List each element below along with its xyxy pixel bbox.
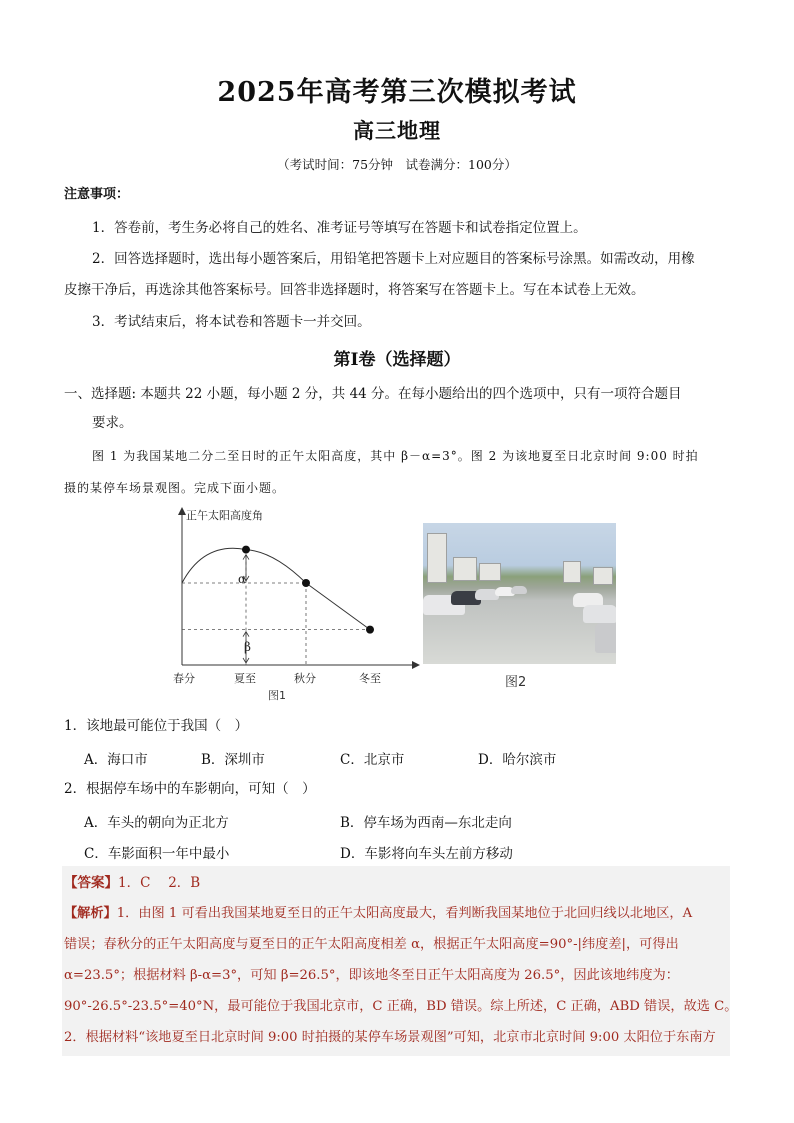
question-1-option-b[interactable]: B．深圳市 [201, 752, 265, 768]
parking-lot-photo [423, 523, 616, 664]
notice-item-1: 1．答卷前，考生务必将自己的姓名、准考证号等填写在答题卡和试卷指定位置上。 [92, 220, 587, 236]
y-axis-label: 正午太阳高度角 [186, 509, 263, 522]
series-line [306, 583, 370, 630]
material-line-1: 图 1 为我国某地二分二至日时的正午太阳高度，其中 β－α=3°。图 2 为该地夏至日北京时间 9:00 时拍 [92, 449, 699, 463]
question-2-option-c[interactable]: C．车影面积一年中最小 [84, 846, 230, 862]
answer-label: 【答案】 [64, 875, 118, 891]
section-intro-a: 一、选择题: 本题共 22 小题，每小题 2 分，共 44 分。在每小题给出的四个选项中，只有一项符合题目 [64, 386, 682, 402]
x-tick-label: 秋分 [294, 672, 316, 685]
alpha-label: α [238, 572, 247, 586]
building [479, 563, 501, 581]
analysis-line-1 [64, 904, 692, 924]
building [427, 533, 447, 583]
question-2-option-d[interactable]: D．车影将向车头左前方移动 [340, 846, 513, 862]
exam-meta: （考试时间：75分钟 试卷满分：100分） [277, 157, 517, 172]
question-2-option-b[interactable]: B．停车场为西南—东北走向 [340, 815, 512, 831]
parked-car [511, 586, 527, 594]
answer-line [64, 873, 200, 893]
notice-item-3: 3．考试结束后，将本试卷和答题卡一并交回。 [92, 314, 371, 330]
figure2-caption: 图2 [505, 675, 527, 690]
analysis-line-5: 2．根据材料“该地夏至日北京时间 9:00 时拍摄的某停车场景观图”可知，北京市北京时间 9:00 太阳位于东南方 [64, 1030, 716, 1045]
answer-text: 1．C 2．B [118, 875, 201, 891]
analysis-line-4: 90°-26.5°-23.5°=40°N，最可能位于我国北京市，C 正确，BD 错误。综上所述，C 正确，ABD 错误，故选 C。 [64, 999, 738, 1014]
building [593, 567, 613, 585]
question-1-stem: 1．该地最可能位于我国（ ） [64, 718, 249, 734]
beta-label: β [244, 640, 251, 654]
question-2-stem: 2．根据停车场中的车影朝向，可知（ ） [64, 781, 316, 797]
building [563, 561, 581, 583]
figure1-caption: 图1 [268, 689, 286, 702]
x-tick-label: 春分 [173, 672, 195, 685]
x-tick-label: 冬至 [359, 672, 381, 685]
notice-heading: 注意事项： [64, 187, 130, 202]
section-heading: 第Ⅰ卷（选择题） [333, 350, 461, 370]
question-2-option-a[interactable]: A．车头的朝向为正北方 [84, 815, 229, 831]
data-point-冬至 [366, 626, 374, 634]
figure1-chart [170, 505, 420, 705]
data-point-秋分 [302, 579, 310, 587]
exam-subtitle: 高三地理 [353, 118, 441, 143]
section-intro-b: 要求。 [92, 415, 133, 431]
notice-item-2a: 2．回答选择题时，选出每小题答案后，用铅笔把答题卡上对应题目的答案标号涂黑。如需改动，用橡 [92, 251, 695, 267]
material-line-2: 摄的某停车场景观图。完成下面小题。 [64, 481, 286, 495]
analysis-text: 1．由图 1 可看出我国某地夏至日的正午太阳高度最大，看判断我国某地位于北回归线以北地区，A [116, 906, 693, 921]
question-1-option-d[interactable]: D．哈尔滨市 [478, 752, 557, 768]
exam-title: 2025年高考第三次模拟考试 [217, 77, 577, 108]
notice-item-2b: 皮擦干净后，再选涂其他答案标号。回答非选择题时，将答案写在答题卡上。写在本试卷上无效。 [64, 282, 645, 298]
analysis-line-2: 错误；春秋分的正午太阳高度与夏至日的正午太阳高度相差 α，根据正午太阳高度=90°-|纬度差|，可得出 [64, 937, 679, 952]
data-point-夏至 [242, 546, 250, 554]
x-tick-label: 夏至 [234, 672, 256, 685]
parked-car [595, 623, 616, 653]
parked-car [583, 605, 616, 623]
analysis-label: 【解析】 [64, 906, 117, 921]
building [453, 557, 477, 581]
question-1-option-a[interactable]: A．海口市 [84, 752, 148, 768]
question-1-option-c[interactable]: C．北京市 [340, 752, 405, 768]
analysis-line-3: α=23.5°；根据材料 β-α=3°，可知 β=26.5°，即该地冬至日正午太阳高度为 26.5°，因此该地纬度为： [64, 968, 679, 983]
